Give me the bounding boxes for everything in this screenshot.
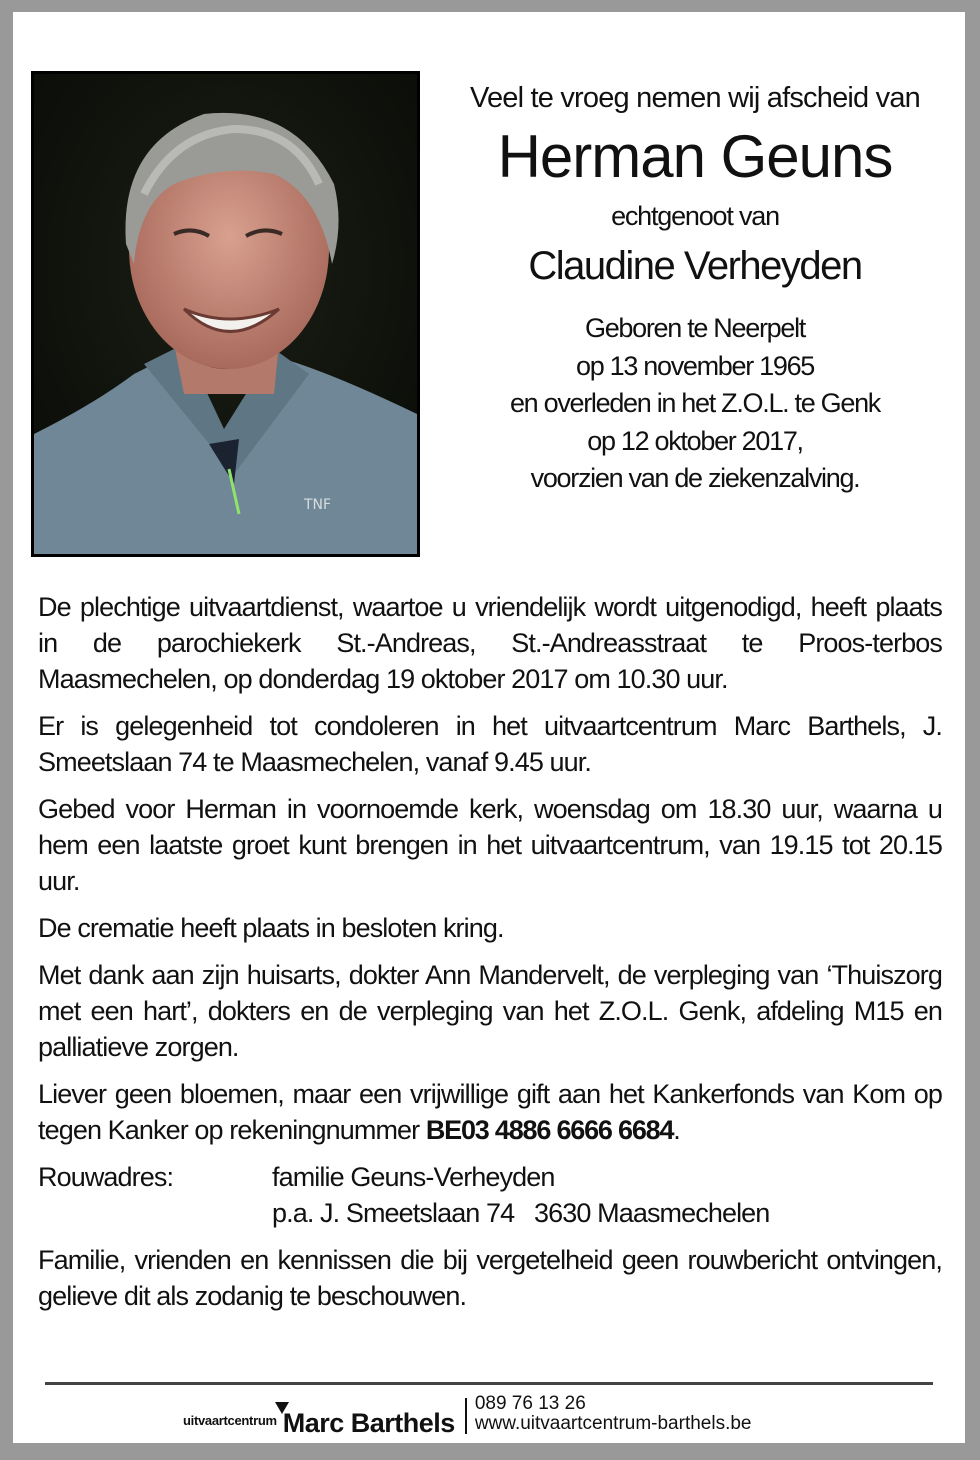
frame-border-right bbox=[965, 0, 980, 1460]
portrait-image-icon bbox=[34, 74, 417, 554]
brand-name: Marc Barthels bbox=[282, 1408, 455, 1438]
footer-website[interactable]: www.uitvaartcentrum-barthels.be bbox=[474, 1413, 752, 1434]
paragraph-donation bbox=[38, 1076, 942, 1148]
paragraph-cremation: De crematie heeft plaats in besloten kring. bbox=[38, 913, 504, 943]
bio-line-deathplace: en overleden in het Z.O.L. te Genk bbox=[509, 388, 881, 418]
footer-contact bbox=[475, 1394, 752, 1434]
bio-line-birthplace: Geboren te Neerpelt bbox=[585, 313, 805, 343]
paragraph-thanks: Met dank aan zijn huisarts, dokter Ann Mandervelt, de verpleging van ‘Thuiszorg met een hart’, dokters en de verpleging van het Z.O.L. Genk, afdeling M15 en palliatieve zorgen. bbox=[38, 960, 942, 1062]
bank-account-number: BE03 4886 6666 6684 bbox=[425, 1115, 674, 1145]
frame-border-bottom bbox=[0, 1443, 980, 1460]
footer-divider-line bbox=[45, 1382, 933, 1385]
intro-text: Veel te vroeg nemen wij afscheid van bbox=[470, 82, 920, 114]
frame-border-left bbox=[0, 0, 13, 1460]
spouse-label: echtgenoot van bbox=[611, 201, 779, 231]
brand-logo bbox=[283, 1408, 455, 1438]
paragraph-funeral-service: De plechtige uitvaartdienst, waartoe u vriendelijk wordt uitgenodigd, heeft plaats in de parochiekerk St.-Andreas, St.-Andreasstraat te Proos-terbos Maasmechelen, op donderdag 19 oktober 2017 om 10.30 uur. bbox=[38, 592, 942, 694]
bio-block bbox=[440, 310, 950, 498]
funeral-home-footer bbox=[183, 1394, 752, 1438]
deceased-name: Herman Geuns bbox=[497, 123, 893, 190]
address-line-family: familie Geuns-Verheyden bbox=[272, 1162, 555, 1192]
bio-line-deathdate: op 12 oktober 2017, bbox=[587, 425, 803, 456]
svg-text:TNF: TNF bbox=[304, 497, 332, 513]
paragraph-condolences: Er is gelegenheid tot condoleren in het uitvaartcentrum Marc Barthels, J. Smeetslaan 74 te Maasmechelen, vanaf 9.45 uur. bbox=[38, 711, 942, 777]
address-label: Rouwadres: bbox=[38, 1162, 174, 1192]
donation-end: . bbox=[673, 1115, 680, 1145]
portrait-photo bbox=[31, 71, 420, 557]
bio-line-birthdate: op 13 november 1965 bbox=[576, 350, 814, 381]
paragraph-prayer: Gebed voor Herman in voornoemde kerk, woensdag om 18.30 uur, waarna u hem een laatste groet kunt brengen in het uitvaartcentrum, van 19.15 tot 20.15 uur. bbox=[38, 794, 942, 896]
bio-line-sacrament: voorzien van de ziekenzalving. bbox=[530, 463, 860, 493]
announcement-header bbox=[440, 72, 950, 498]
footer-prefix: uitvaartcentrum bbox=[183, 1413, 277, 1428]
triangle-logo-icon bbox=[275, 1402, 289, 1414]
announcement-body bbox=[38, 589, 942, 1325]
address-lines bbox=[272, 1159, 942, 1231]
mourning-address bbox=[38, 1159, 942, 1231]
footer-phone: 089 76 13 26 bbox=[474, 1393, 586, 1414]
donation-text: Liever geen bloemen, maar een vrijwillige gift aan het Kankerfonds van Kom op tegen Kanker op rekeningnummer bbox=[38, 1079, 942, 1145]
footer-vertical-divider bbox=[465, 1398, 467, 1434]
spouse-name: Claudine Verheyden bbox=[528, 244, 862, 288]
frame-border-top bbox=[0, 0, 980, 12]
paragraph-closing: Familie, vrienden en kennissen die bij vergetelheid geen rouwbericht ontvingen, gelieve dit als zodanig te beschouwen. bbox=[38, 1245, 942, 1311]
address-line-street: p.a. J. Smeetslaan 74 3630 Maasmechelen bbox=[272, 1198, 770, 1228]
